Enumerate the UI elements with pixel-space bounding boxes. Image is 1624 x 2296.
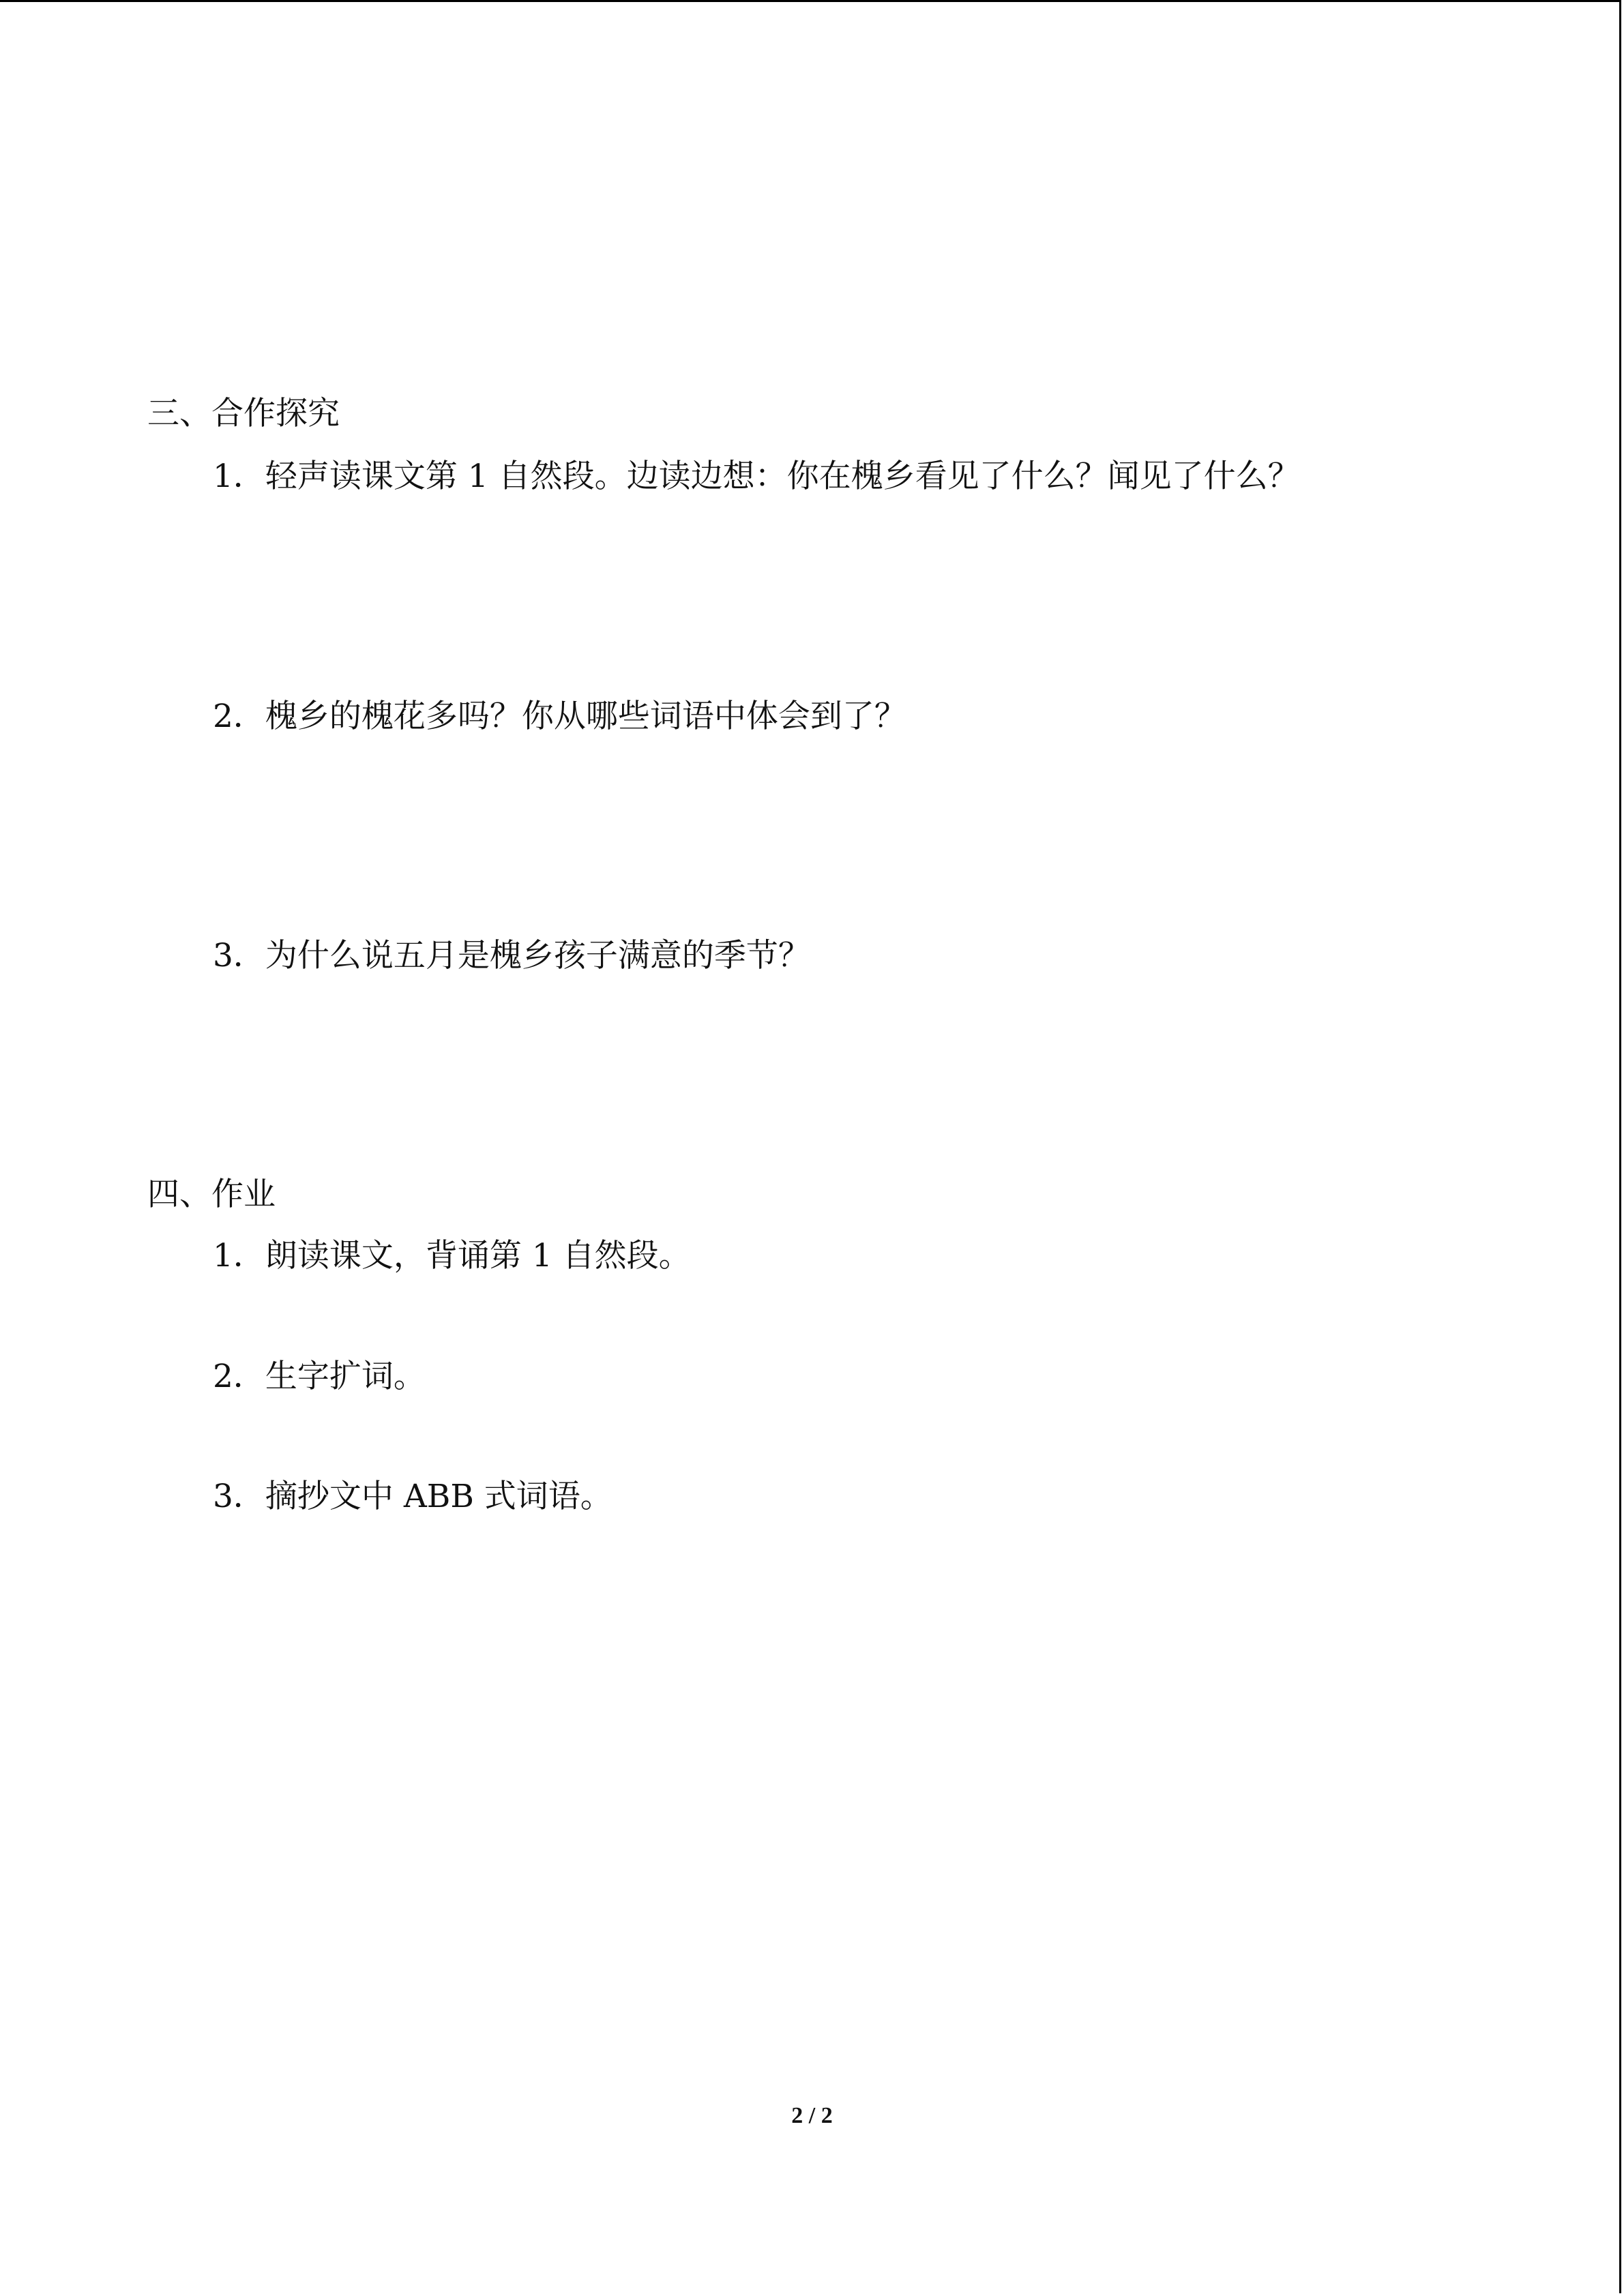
- section-3-question-2: 2．槐乡的槐花多吗？你从哪些词语中体会到了？: [213, 698, 906, 735]
- section-3-heading: 三、合作探究: [147, 395, 340, 432]
- section-4-task-1: 1．朗读课文，背诵第 1 自然段。: [213, 1237, 691, 1274]
- section-4-heading: 四、作业: [147, 1176, 276, 1213]
- section-3-question-1: 1．轻声读课文第 1 自然段。边读边想：你在槐乡看见了什么？闻见了什么？: [213, 458, 1300, 495]
- page-number: 2 / 2: [791, 2103, 833, 2128]
- section-3-question-3: 3．为什么说五月是槐乡孩子满意的季节？: [213, 937, 810, 974]
- section-4-task-3: 3．摘抄文中 ABB 式词语。: [213, 1478, 612, 1515]
- section-4-task-2: 2．生字扩词。: [213, 1358, 426, 1395]
